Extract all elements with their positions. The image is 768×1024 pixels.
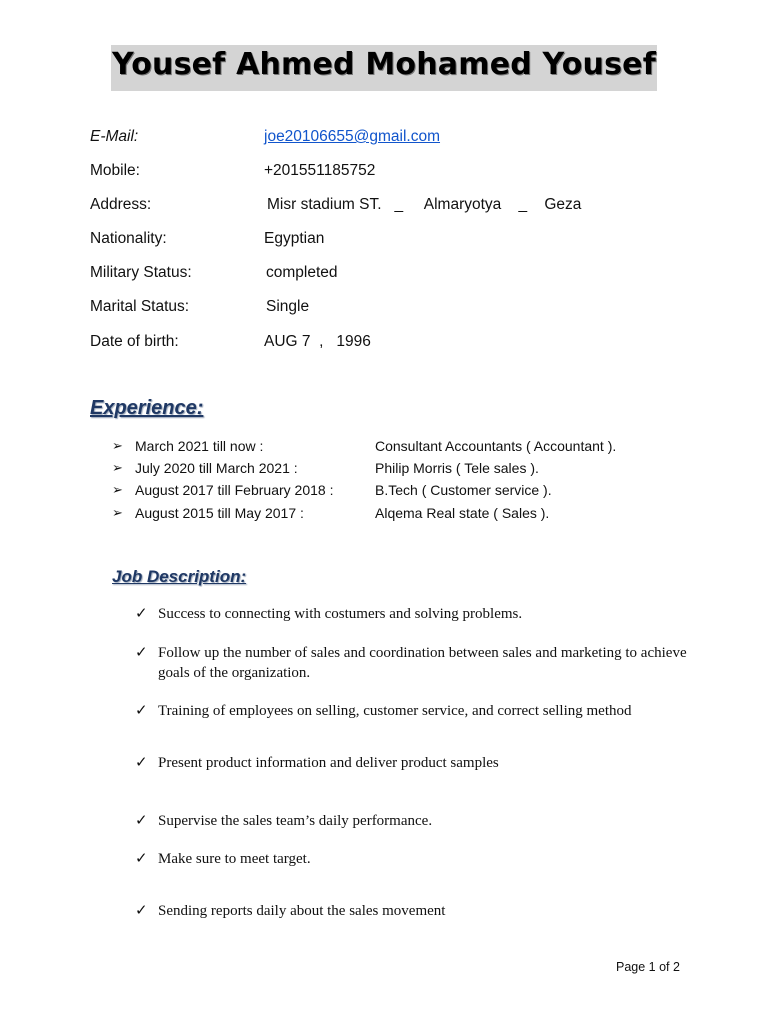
name-banner <box>111 45 657 91</box>
job-description-text: Sending reports daily about the sales movement <box>158 903 446 919</box>
military-value: completed <box>266 264 338 281</box>
arrow-bullet-icon: ➢ <box>112 505 123 520</box>
dob-value: AUG 7 , 1996 <box>264 333 371 350</box>
email-label: E-Mail: <box>90 128 139 145</box>
experience-role: Consultant Accountants ( Accountant ). <box>375 438 617 454</box>
checkmark-icon: ✓ <box>135 903 148 919</box>
arrow-bullet-icon: ➢ <box>112 482 123 497</box>
experience-heading: Experience: <box>90 397 204 419</box>
job-description-text: Success to connecting with costumers and solving problems. <box>158 606 523 622</box>
job-description-text: Supervise the sales team’s daily performance. <box>158 813 433 829</box>
address-label: Address: <box>90 196 152 213</box>
experience-role: Philip Morris ( Tele sales ). <box>375 460 539 476</box>
page-title: Yousef Ahmed Mohamed Yousef <box>112 47 656 82</box>
experience-role: B.Tech ( Customer service ). <box>375 482 552 498</box>
experience-period: July 2020 till March 2021 : <box>135 460 298 476</box>
experience-role: Alqema Real state ( Sales ). <box>375 505 550 521</box>
checkmark-icon: ✓ <box>135 755 148 771</box>
job-description-text: Training of employees on selling, customer service, and correct selling method <box>158 703 632 719</box>
checkmark-icon: ✓ <box>135 606 148 622</box>
checkmark-icon: ✓ <box>135 851 148 867</box>
experience-period: August 2015 till May 2017 : <box>135 505 304 521</box>
arrow-bullet-icon: ➢ <box>112 460 123 475</box>
checkmark-icon: ✓ <box>135 813 148 829</box>
mobile-label: Mobile: <box>90 162 140 179</box>
experience-period: March 2021 till now : <box>135 438 264 454</box>
arrow-bullet-icon: ➢ <box>112 438 123 453</box>
address-value: Misr stadium ST. _ Almaryotya _ Geza <box>267 196 582 213</box>
checkmark-icon: ✓ <box>135 645 148 661</box>
dob-label: Date of birth: <box>90 333 179 350</box>
nationality-value: Egyptian <box>264 230 325 247</box>
job-description-text: Present product information and deliver product samples <box>158 755 499 771</box>
email-link[interactable]: joe20106655@gmail.com <box>264 128 441 145</box>
marital-label: Marital Status: <box>90 298 190 315</box>
job-description-heading: Job Description: <box>112 567 247 586</box>
military-label: Military Status: <box>90 264 192 281</box>
mobile-value: +201551185752 <box>264 162 376 179</box>
job-description-text: Make sure to meet target. <box>158 851 311 867</box>
nationality-label: Nationality: <box>90 230 167 247</box>
checkmark-icon: ✓ <box>135 703 148 719</box>
page-number: Page 1 of 2 <box>616 960 680 974</box>
experience-period: August 2017 till February 2018 : <box>135 482 334 498</box>
job-description-text: Follow up the number of sales and coordination between sales and marketing to achieve goals of the organization. <box>158 645 687 681</box>
marital-value: Single <box>266 298 310 315</box>
